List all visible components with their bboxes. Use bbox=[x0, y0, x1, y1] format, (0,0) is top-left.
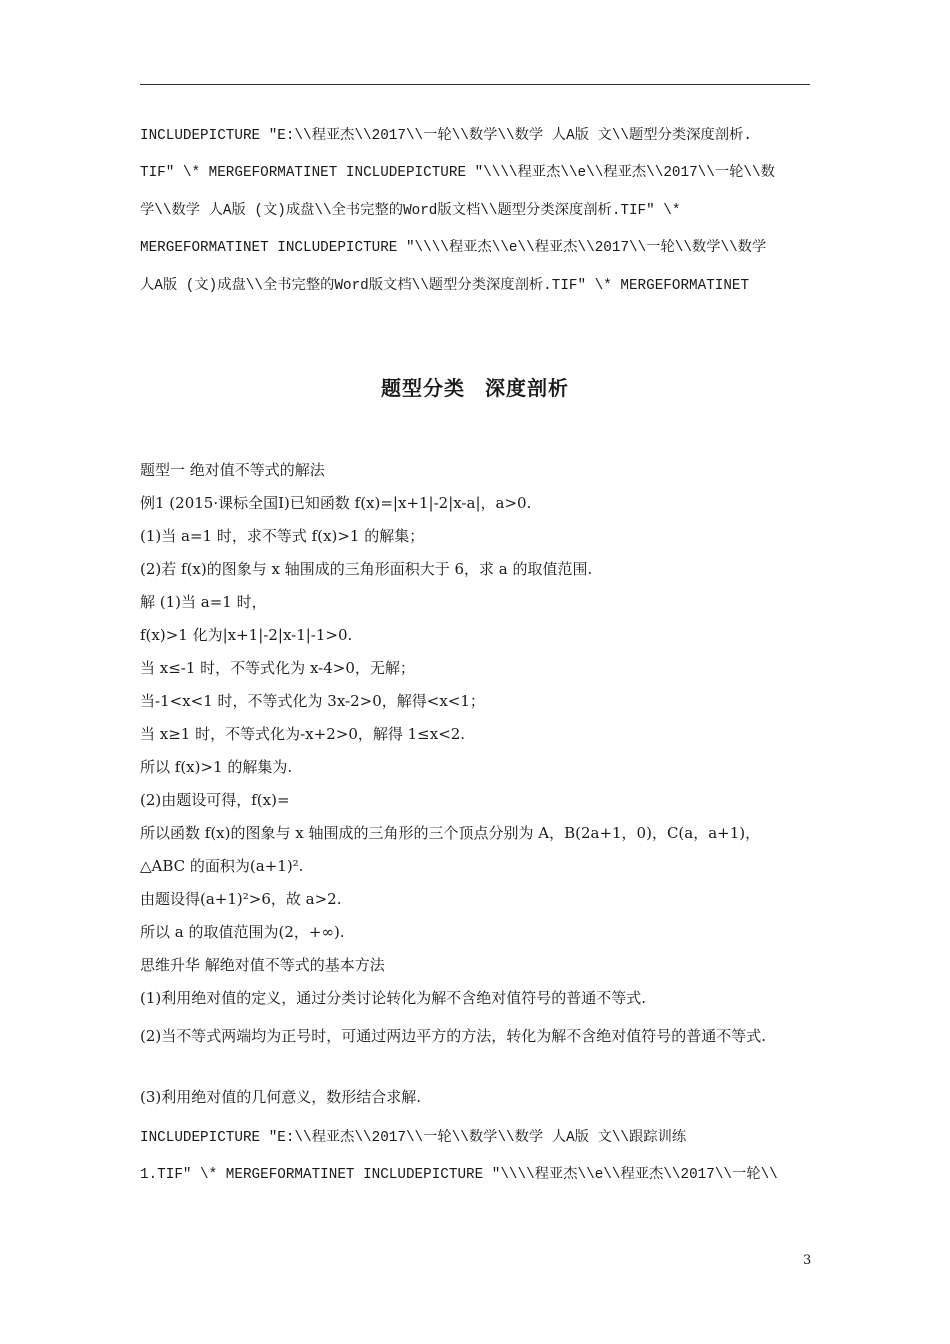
method-item: (1)利用绝对值的定义，通过分类讨论转化为解不含绝对值符号的普通不等式. bbox=[140, 989, 647, 1007]
field-code-line: MERGEFORMATINET INCLUDEPICTURE "\\\\程亚杰\\e\\程亚杰\\2017\\一轮\\数学\\数学 bbox=[140, 240, 767, 256]
solution-line: f(x)>1 化为|x+1|-2|x-1|-1>0. bbox=[140, 626, 353, 644]
solution-line: 由题设得(a+1)²>6，故 a>2. bbox=[140, 890, 342, 908]
solution-line: 当 x≤-1 时，不等式化为 x-4>0，无解； bbox=[140, 659, 415, 677]
solution-line: 当 x≥1 时，不等式化为-x+2>0，解得 1≤x<2. bbox=[140, 725, 466, 743]
field-code-line: TIF" \* MERGEFORMATINET INCLUDEPICTURE "\\\\程亚杰\\e\\程亚杰\\2017\\一轮\\数 bbox=[140, 165, 775, 181]
method-item: (3)利用绝对值的几何意义，数形结合求解. bbox=[140, 1088, 422, 1106]
field-code-line: 学\\数学 人A版 (文)成盘\\全书完整的Word版文档\\题型分类深度剖析.TIF" \* bbox=[140, 203, 681, 219]
field-code-line: INCLUDEPICTURE "E:\\程亚杰\\2017\\一轮\\数学\\数学 人A版 文\\跟踪训练 bbox=[140, 1130, 687, 1146]
field-code-line: 1.TIF" \* MERGEFORMATINET INCLUDEPICTURE "\\\\程亚杰\\e\\程亚杰\\2017\\一轮\\ bbox=[140, 1167, 778, 1183]
solution-line: 所以函数 f(x)的图象与 x 轴围成的三角形的三个顶点分别为 A，B(2a+1，0)，C(a，a+1)， bbox=[140, 824, 761, 842]
solution-line: 所以 a 的取值范围为(2，+∞). bbox=[140, 923, 345, 941]
page-number: 3 bbox=[803, 1253, 812, 1268]
question-part-2: (2)若 f(x)的图象与 x 轴围成的三角形面积大于 6，求 a 的取值范围. bbox=[140, 560, 593, 578]
field-code-line: 人A版 (文)成盘\\全书完整的Word版文档\\题型分类深度剖析.TIF" \* MERGEFORMATINET bbox=[140, 278, 750, 294]
method-summary-title: 思维升华 解绝对值不等式的基本方法 bbox=[140, 956, 385, 974]
solution-line: (2)由题设可得，f(x)= bbox=[140, 791, 290, 809]
field-code-line: INCLUDEPICTURE "E:\\程亚杰\\2017\\一轮\\数学\\数学 人A版 文\\题型分类深度剖析. bbox=[140, 128, 752, 144]
method-item: (2)当不等式两端均为正号时，可通过两边平方的方法，转化为解不含绝对值符号的普通不等式. bbox=[140, 1027, 767, 1045]
solution-line: 解 (1)当 a=1 时， bbox=[140, 593, 267, 611]
section-heading bbox=[0, 372, 950, 401]
heading-right: 深度剖析 bbox=[485, 376, 569, 400]
question-part-1: (1)当 a=1 时，求不等式 f(x)>1 的解集； bbox=[140, 527, 425, 545]
solution-line: 当-1<x<1 时，不等式化为 3x-2>0，解得<x<1； bbox=[140, 692, 485, 710]
topic-title: 题型一 绝对值不等式的解法 bbox=[140, 461, 325, 479]
example-statement: 例1 (2015·课标全国Ⅰ)已知函数 f(x)=|x+1|-2|x-a|，a>0. bbox=[140, 494, 532, 512]
solution-line: 所以 f(x)>1 的解集为. bbox=[140, 758, 293, 776]
heading-left: 题型分类 bbox=[381, 376, 465, 400]
header-rule bbox=[140, 84, 810, 85]
solution-line: △ABC 的面积为(a+1)². bbox=[140, 857, 304, 875]
